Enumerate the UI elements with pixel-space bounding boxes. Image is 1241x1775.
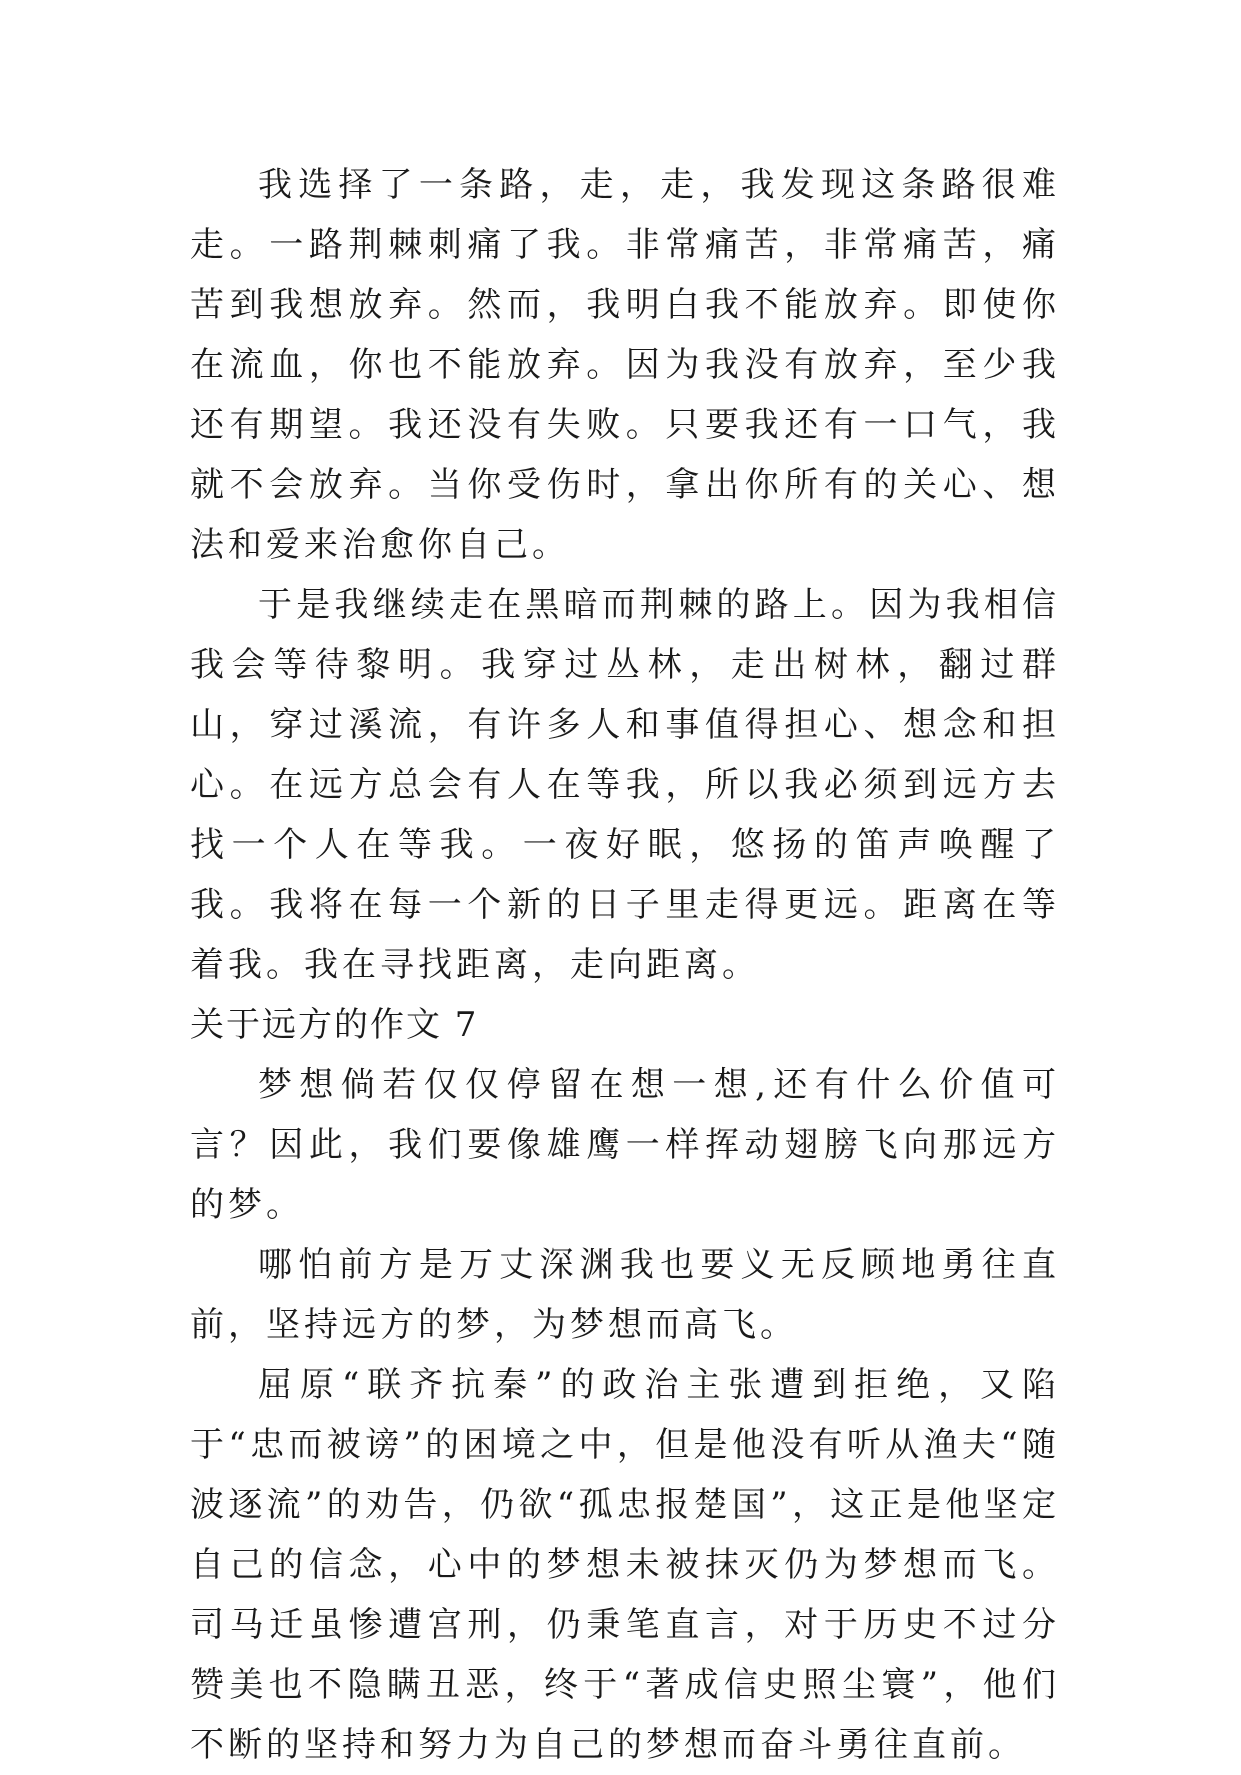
paragraph-2: 于是我继续走在黑暗而荆棘的路上。因为我相信我会等待黎明。我穿过丛林，走出树林，翻过群山，穿过溪流，有许多人和事值得担心、想念和担心。在远方总会有人在等我，所以我必须到远方去找一个人在等我。一夜好眠，悠扬的笛声唤醒了我。我将在每一个新的日子里走得更远。距离在等着我。我在寻找距离，走向距离。: [190, 585, 1060, 985]
paragraph-1: 我选择了一条路，走，走，我发现这条路很难走。一路荆棘刺痛了我。非常痛苦，非常痛苦，痛苦到我想放弃。然而，我明白我不能放弃。即使你在流血，你也不能放弃。因为我没有放弃，至少我还有期望。我还没有失败。只要我还有一口气，我就不会放弃。当你受伤时，拿出你所有的关心、想法和爱来治愈你自己。: [190, 165, 1060, 565]
document-body: [190, 155, 1060, 1775]
section-heading: 关于远方的作文 7: [190, 1005, 479, 1045]
paragraph-3: 梦想倘若仅仅停留在想一想,还有什么价值可言？因此，我们要像雄鹰一样挥动翅膀飞向那远方的梦。: [190, 1065, 1060, 1225]
paragraph-4: 哪怕前方是万丈深渊我也要义无反顾地勇往直前，坚持远方的梦，为梦想而高飞。: [190, 1245, 1060, 1345]
paragraph-5: 屈原“联齐抗秦”的政治主张遭到拒绝，又陷于“忠而被谤”的困境之中，但是他没有听从渔夫“随波逐流”的劝告，仍欲“孤忠报楚国”，这正是他坚定自己的信念，心中的梦想未被抹灭仍为梦想而飞。司马迁虽惨遭宫刑，仍秉笔直言，对于历史不过分赞美也不隐瞒丑恶，终于“著成信史照尘寰”，他们不断的坚持和努力为自己的梦想而奋斗勇往直前。: [190, 1365, 1060, 1765]
